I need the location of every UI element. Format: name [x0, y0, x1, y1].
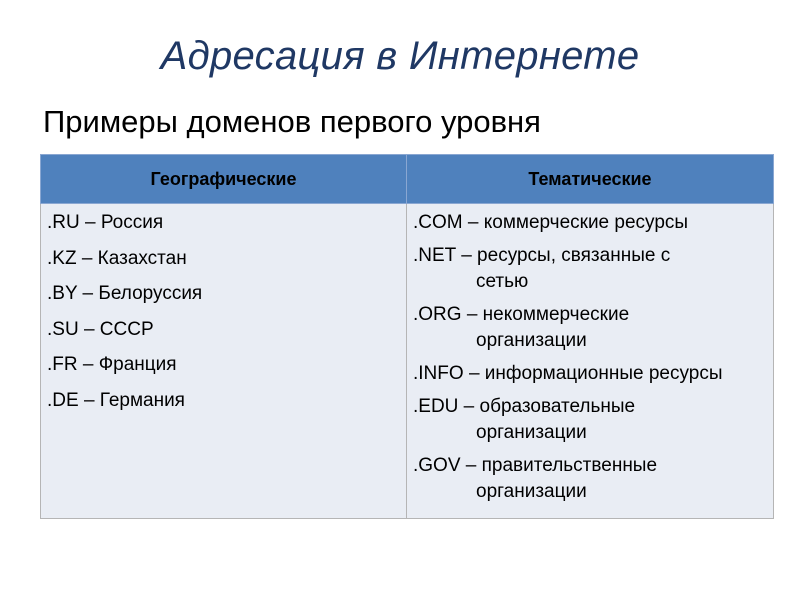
domain-line: .COM – коммерческие ресурсы [413, 212, 689, 233]
header-thematic: Тематические [407, 155, 774, 204]
list-item [413, 394, 767, 446]
list-item [413, 361, 767, 387]
list-item [413, 453, 767, 505]
domain-line-continuation: организации [476, 330, 587, 351]
table-header-row [41, 155, 774, 204]
list-item [413, 210, 767, 236]
table-row [41, 204, 774, 519]
domains-table [40, 154, 774, 519]
thematic-list [413, 210, 767, 505]
slide-title: Адресация в Интернете [160, 34, 640, 78]
slide-subtitle: Примеры доменов первого уровня [43, 104, 541, 139]
geographic-list [47, 210, 400, 423]
domain-line: .GOV – правительственные [413, 455, 658, 476]
domain-line: .INFO – информационные ресурсы [413, 363, 723, 384]
header-geographic: Географические [41, 155, 407, 204]
domain-line-continuation: организации [476, 481, 587, 502]
list-item: .DE – Германия [47, 389, 185, 411]
list-item: .KZ – Казахстан [47, 247, 187, 269]
list-item: .BY – Белоруссия [47, 283, 203, 304]
domain-line-continuation: сетью [476, 271, 529, 292]
list-item: .SU – СССР [47, 318, 154, 340]
domain-line: .ORG – некоммерческие [413, 304, 630, 325]
domain-line: .EDU – образовательные [413, 396, 636, 417]
list-item [413, 302, 767, 354]
list-item [413, 243, 767, 295]
list-item: .RU – Россия [47, 212, 164, 233]
geographic-cell [41, 204, 407, 519]
domain-line-continuation: организации [476, 422, 587, 443]
list-item: .FR – Франция [47, 354, 177, 375]
thematic-cell [407, 204, 774, 519]
domain-line: .NET – ресурсы, связанные с [413, 245, 671, 266]
